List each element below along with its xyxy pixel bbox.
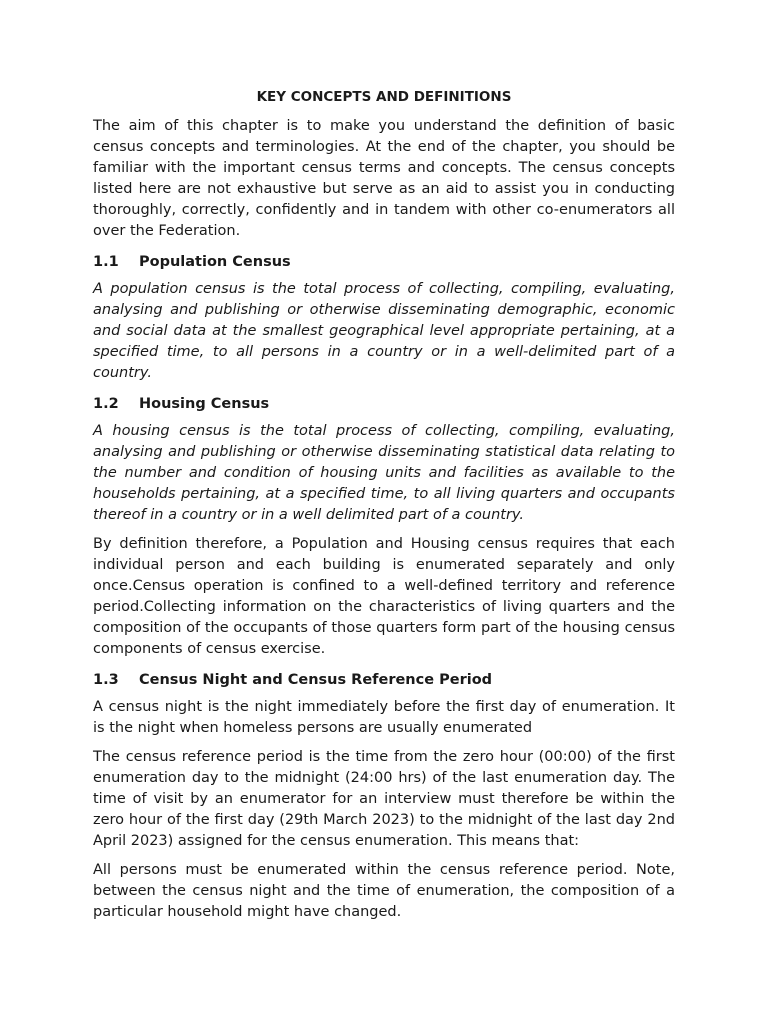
intro-paragraph: The aim of this chapter is to make you understand the definition of basic census concepts and terminologies. At the end of the chapter, you should be familiar with the important census terms and concepts. The census concepts listed here are not exhaustive but serve as an aid to assist you in conducting thoroughly, correctly, confidently and in tandem with other co-enumerators all over the Federation. <box>93 118 675 239</box>
section-heading-census-night <box>93 670 675 691</box>
housing-census-paragraph: By definition therefore, a Population and Housing census requires that each individual person and each building is enumerated separately and only once.Census operation is confined to a well-defined territory and reference period.Collecting information on the characteristics of living quarters and the composition of the occupants of those quarters form part of the housing census components of census exercise. <box>93 536 675 657</box>
section-heading-population-census <box>93 252 675 273</box>
section-title: Population Census <box>139 254 291 270</box>
section-title: Housing Census <box>139 396 270 412</box>
section-title: Census Night and Census Reference Period <box>139 672 493 688</box>
section-heading-housing-census <box>93 394 675 415</box>
document-page <box>93 87 675 931</box>
housing-census-definition: A housing census is the total process of collecting, compiling, evaluating, analysing and publishing or otherwise disseminating statistical data relating to the number and condition of housing units and facilities as available to the households pertaining, at a specified time, to all living quarters and occupants thereof in a country or in a well delimited part of a country. <box>93 423 675 523</box>
section-number: 1.2 <box>93 396 119 412</box>
population-census-definition: A population census is the total process of collecting, compiling, evaluating, analysing and publishing or otherwise disseminating demographic, economic and social data at the smallest geographical level appropriate pertaining, at a specified time, to all persons in a country or in a well-delimited part of a country. <box>93 281 675 381</box>
reference-period-paragraph: The census reference period is the time from the zero hour (00:00) of the first enumeration day to the midnight (24:00 hrs) of the last enumeration day. The time of visit by an enumerator for an interview must therefore be within the zero hour of the first day (29th March 2023) to the midnight of the last day 2nd April 2023) assigned for the census enumeration. This means that: <box>93 749 675 849</box>
section-number: 1.1 <box>93 254 119 270</box>
enumeration-note-paragraph: All persons must be enumerated within the census reference period. Note, between the census night and the time of enumeration, the composition of a particular household might have changed. <box>93 862 675 920</box>
section-number: 1.3 <box>93 672 119 688</box>
census-night-paragraph: A census night is the night immediately before the first day of enumeration. It is the night when homeless persons are usually enumerated <box>93 699 675 736</box>
document-title: KEY CONCEPTS AND DEFINITIONS <box>256 89 512 105</box>
